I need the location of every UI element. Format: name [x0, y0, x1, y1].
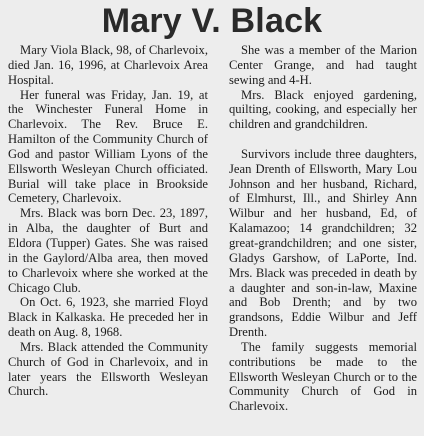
paragraph-funeral: Her funeral was Friday, Jan. 19, at the Winchester Funeral Home in Charlevoix. The Rev. Bruce E. Hamilton of the Community Church of God and pastor William Lyons of the Ellsworth Wesleyan Church officiated. Burial will take place in Brookside Cemetery, Charlevoix. — [8, 87, 208, 206]
headline: Mary V. Black — [101, 2, 323, 40]
paragraph-church: Mrs. Black attended the Community Church of God in Charlevoix, and in later years the Ellsworth Wesleyan Church. — [8, 339, 208, 399]
paragraph-survivors: Survivors include three daughters, Jean Drenth of Ellsworth, Mary Lou Johnson and her husband, Richard, of Elmhurst, Ill., and Shirley Ann Wilbur and her husband, Ed, of Kalamazoo; 14 grandchildren; 32 great-grandchildren; and one sister, Gladys Garshow, of LaPorte, Ind. Mrs. Black was preceded in death by a daughter and son-in-law, Maxine and Bob Drenth; and by two grandsons, Eddie Wilbur and Jeff Drenth. — [229, 146, 417, 340]
right-column — [229, 43, 417, 414]
left-column — [8, 43, 208, 399]
paragraph-marriage: On Oct. 6, 1923, she married Floyd Black in Kalkaska. He preceded her in death on Aug. 8, 1968. — [8, 295, 208, 340]
paragraph-birth: Mrs. Black was born Dec. 23, 1897, in Alba, the daughter of Burt and Eldora (Tupper) Gates. She was raised in the Gaylord/Alba area, then moved to Charlevoix where she worked at the Chicago Club. — [8, 206, 208, 295]
paragraph-hobbies: Mrs. Black enjoyed gardening, quilting, cooking, and especially her children and grandchildren. — [229, 87, 417, 132]
paragraph-memorials: The family suggests memorial contributions be made to the Ellsworth Wesleyan Church or to the Community Church of God in Charlevoix. — [229, 339, 417, 414]
paragraph-death-notice: Mary Viola Black, 98, of Charlevoix, died Jan. 16, 1996, at Charlevoix Area Hospital. — [8, 43, 208, 87]
paragraph-grange: She was a member of the Marion Center Grange, and had taught sewing and 4-H. — [229, 43, 417, 87]
